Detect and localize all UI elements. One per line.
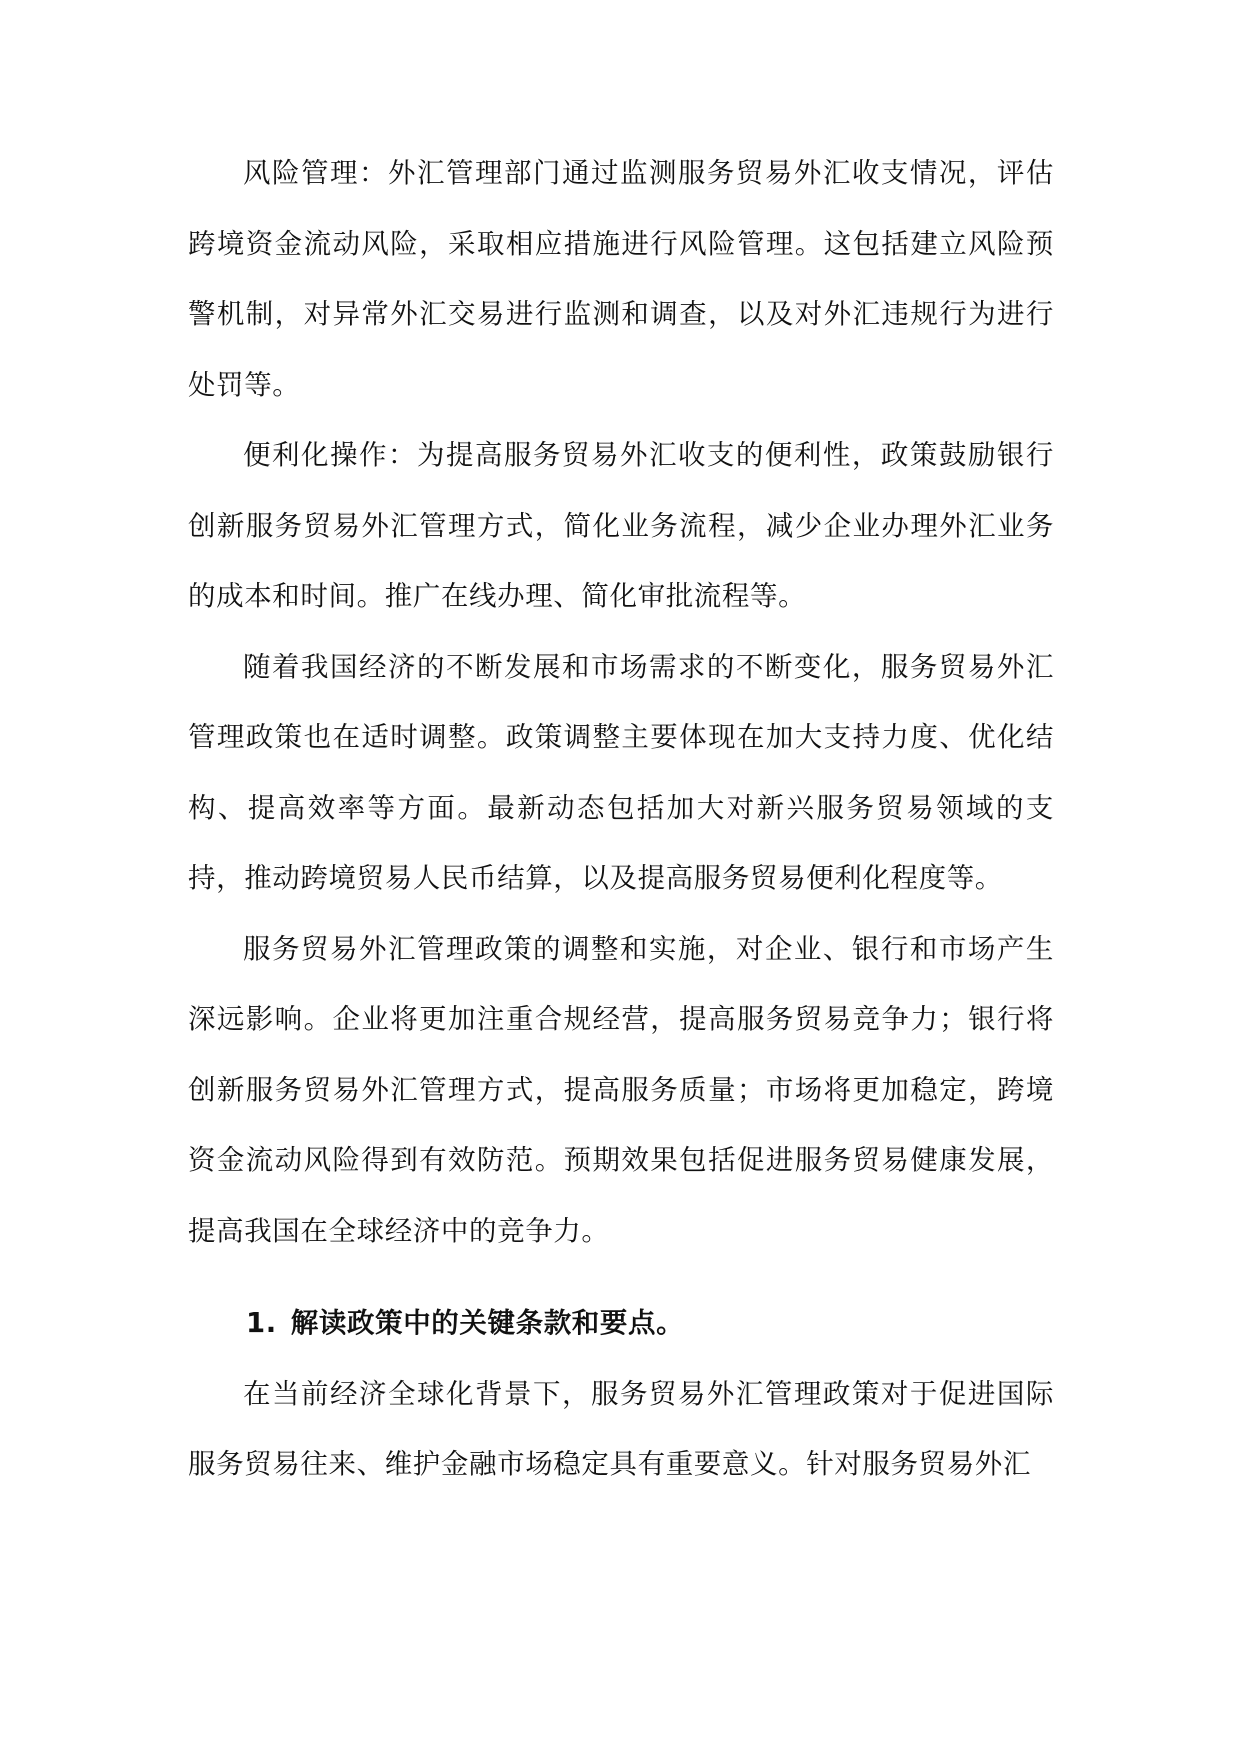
paragraph-global-context: 在当前经济全球化背景下，服务贸易外汇管理政策对于促进国际服务贸易往来、维护金融市场稳定具有重要意义。针对服务贸易外汇: [188, 1377, 1054, 1480]
section-gap: [188, 1266, 1054, 1288]
document-page: [188, 138, 1054, 1500]
paragraph-impact: 服务贸易外汇管理政策的调整和实施，对企业、银行和市场产生深远影响。企业将更加注重合规经营，提高服务贸易竞争力；银行将创新服务贸易外汇管理方式，提高服务质量；市场将更加稳定，跨境资金流动风险得到有效防范。预期效果包括促进服务贸易健康发展，提高我国在全球经济中的竞争力。: [188, 932, 1054, 1247]
paragraph-risk-management: 风险管理：外汇管理部门通过监测服务贸易外汇收支情况，评估跨境资金流动风险，采取相应措施进行风险管理。这包括建立风险预警机制，对异常外汇交易进行监测和调查，以及对外汇违规行为进行处罚等。: [188, 157, 1054, 401]
heading-text: 解读政策中的关键条款和要点。: [290, 1307, 685, 1339]
paragraph-facilitation: 便利化操作：为提高服务贸易外汇收支的便利性，政策鼓励银行创新服务贸易外汇管理方式，简化业务流程，减少企业办理外汇业务的成本和时间。推广在线办理、简化审批流程等。: [188, 439, 1054, 612]
paragraph-policy-adjustment: 随着我国经济的不断发展和市场需求的不断变化，服务贸易外汇管理政策也在适时调整。政策调整主要体现在加大支持力度、优化结构、提高效率等方面。最新动态包括加大对新兴服务贸易领域的支持，推动跨境贸易人民币结算，以及提高服务贸易便利化程度等。: [188, 650, 1054, 894]
heading-number: 1.: [246, 1307, 277, 1339]
section-heading: [188, 1288, 1054, 1359]
